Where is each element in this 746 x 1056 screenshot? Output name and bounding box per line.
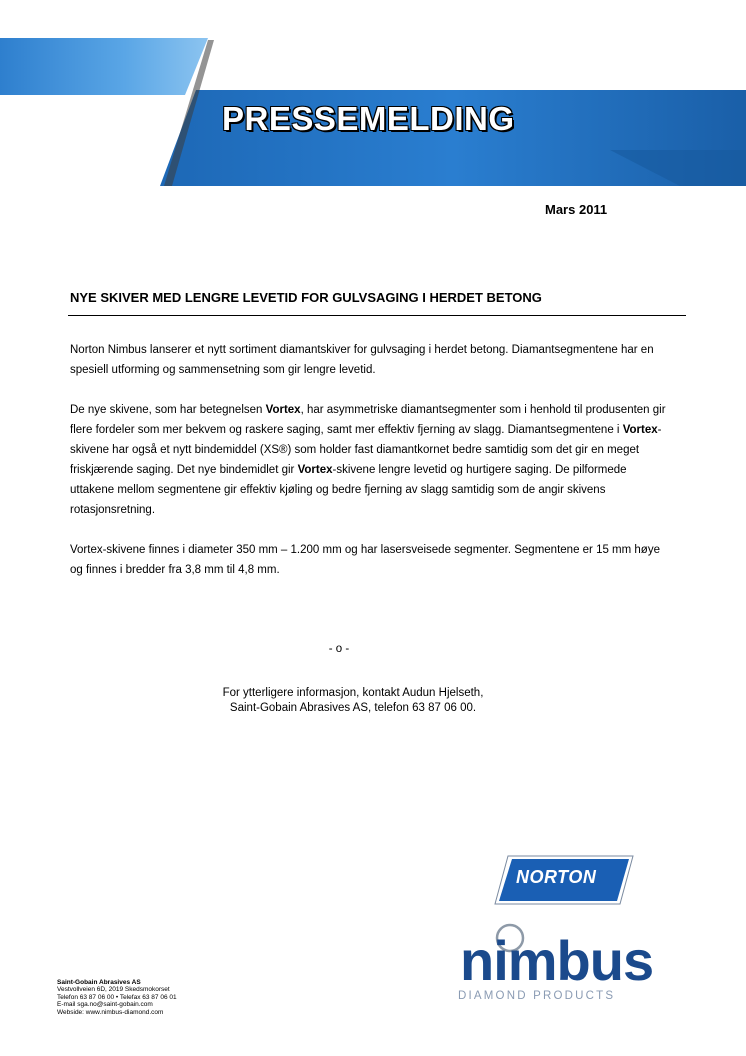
paragraph-vortex <box>70 400 670 520</box>
release-date: Mars 2011 <box>545 202 608 217</box>
section-separator: - o - <box>328 643 350 655</box>
footer-company: Saint-Gobain Abrasives AS <box>57 979 141 986</box>
paragraph-intro: Norton Nimbus lanserer et nytt sortiment diamantskiver for gulvsaging i herdet betong. Diamantsegmentene har en spesiell utforming og sammensetning som gir lengre levetid. <box>70 344 654 376</box>
product-name: Vortex <box>622 424 658 436</box>
text-run: , har asymmetriske diamantsegmenter som i henhold til produsenten gir flere fordeler som mer bekvem og raskere saging, samt mer effektiv fjerning av slagg. Diamantsegmentene i <box>70 404 666 436</box>
contact-line: Saint-Gobain Abrasives AS, telefon 63 87 06 00. <box>229 702 477 714</box>
text-run: -skivene lengre levetid og hurtigere saging. De pilformede uttakene mellom segmentene gir effektiv kjøling og bedre fjerning av slagg samtidig som de angir skivens rotasjonsretning. <box>70 464 627 516</box>
footer-email: E-mail sga.no@saint-gobain.com <box>57 1001 153 1009</box>
product-name: Vortex <box>265 404 301 416</box>
text-run: -skivene har også et nytt bindemiddel (XS®) som holder fast diamantkornet bedre samtidig som det gir en meget friskjærende saging. Det nye bindemidlet gir <box>70 424 662 476</box>
footer-web: Webside: www.nimbus-diamond.com <box>57 1008 164 1016</box>
norton-logo-text: NORTON <box>516 867 597 887</box>
headline-divider <box>68 315 686 316</box>
text-run: De nye skivene, som har betegnelsen <box>70 404 266 416</box>
article-body <box>70 340 670 600</box>
paragraph-specs: Vortex-skivene finnes i diameter 350 mm – 1.200 mm og har lasersveisede segmenter. Segmentene er 15 mm høye og finnes i bredder fra 3,8 mm til 4,8 mm. <box>70 544 660 576</box>
footer-phone: Telefon 63 87 06 00 • Telefax 63 87 06 01 <box>57 993 177 1001</box>
banner-graphic <box>0 0 746 190</box>
page-title: PRESSEMELDING <box>222 100 515 137</box>
footer-street: Vestvollveien 6D, 2019 Skedsmokorset <box>57 986 170 994</box>
contact-info <box>0 686 706 716</box>
nimbus-logo-text: nimbus <box>460 929 654 992</box>
nimbus-logo-subtitle: DIAMOND PRODUCTS <box>458 990 616 1002</box>
header-banner <box>0 0 746 190</box>
contact-line: For ytterligere informasjon, kontakt Audun Hjelseth, <box>222 687 484 699</box>
headline: NYE SKIVER MED LENGRE LEVETID FOR GULVSAGING I HERDET BETONG <box>70 290 542 305</box>
product-name: Vortex <box>297 464 333 476</box>
footer-address <box>57 979 177 1016</box>
